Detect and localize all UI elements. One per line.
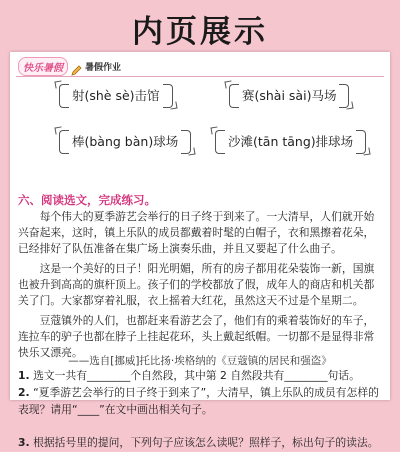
question-text: 根据括号里的提问，下列句子应该怎么读呢？照样子，标出句子的读法。 xyxy=(33,436,379,449)
workbook-page xyxy=(10,52,390,449)
header-label: 暑假作业 xyxy=(85,62,122,73)
pinyin-card-text: 赛(shài sài)马场 xyxy=(242,88,337,103)
passage-paragraph: 每个伟大的夏季游艺会举行的日子终于到来了。一大清早，人们就开始兴奋起来，这时，镇上乐队的成员都戴着时髦的白帽子，衣和黑擦着花朵，已经排好了队伍准备在集广场上演奏乐曲，并且又要起了什么曲子。 xyxy=(18,210,375,256)
question-number: 3. xyxy=(18,436,30,449)
passage-paragraph: 豆蔻镇外的人们，也都赶来看游艺会了，他们有的乘着装饰好的车子，连拉车的驴子也都在脖子上挂起花环，头上戴起纸帽。一切都不是显得非常快乐又漂亮。 xyxy=(18,314,375,360)
pinyin-card-text: 沙滩(tān tāng)排球场 xyxy=(228,134,354,149)
question-number: 1. xyxy=(18,369,30,382)
series-logo: 快乐暑假 xyxy=(18,57,68,76)
pinyin-card-text: 棒(bàng bàn)球场 xyxy=(72,134,179,149)
question-text: 选文一共有________个自然段，其中第 2 自然段共有________句话。 xyxy=(33,369,360,382)
pencil-icon xyxy=(71,61,82,72)
header-badge xyxy=(18,57,121,75)
banner-title: 内页展示 xyxy=(132,14,268,50)
top-banner xyxy=(0,0,400,52)
question-text: “夏季游艺会举行的日子终于到来了”，大清早，镇上乐队的成员有怎样的表现？请用“____”在文中画出相关句子。 xyxy=(18,386,379,416)
pinyin-card-2 xyxy=(242,82,336,108)
passage-source: ——选自[挪威]托比扬·埃格纳的《豆蔻镇的居民和强盗》 xyxy=(68,355,332,367)
question-2 xyxy=(18,385,382,418)
section-heading: 六、阅读选文，完成练习。 xyxy=(18,193,156,207)
passage-paragraph: 这是一个美好的日子！阳光明媚，所有的房子都用花朵装饰一新，国旗也被升到高高的旗杆顶上。孩子们的学校都放了假，成年人的商店和机关都关了门。大家都穿着礼服，衣上摇着大红花，虽然这天不过是个星期二。 xyxy=(18,262,375,308)
pinyin-card-1 xyxy=(72,82,160,108)
pinyin-card-text: 射(shè sè)击馆 xyxy=(72,88,160,103)
question-1 xyxy=(18,368,382,385)
question-number: 2. xyxy=(18,386,30,399)
question-3 xyxy=(18,435,382,452)
header-divider xyxy=(16,76,384,77)
pinyin-card-4 xyxy=(228,128,353,154)
pinyin-card-3 xyxy=(72,128,178,154)
